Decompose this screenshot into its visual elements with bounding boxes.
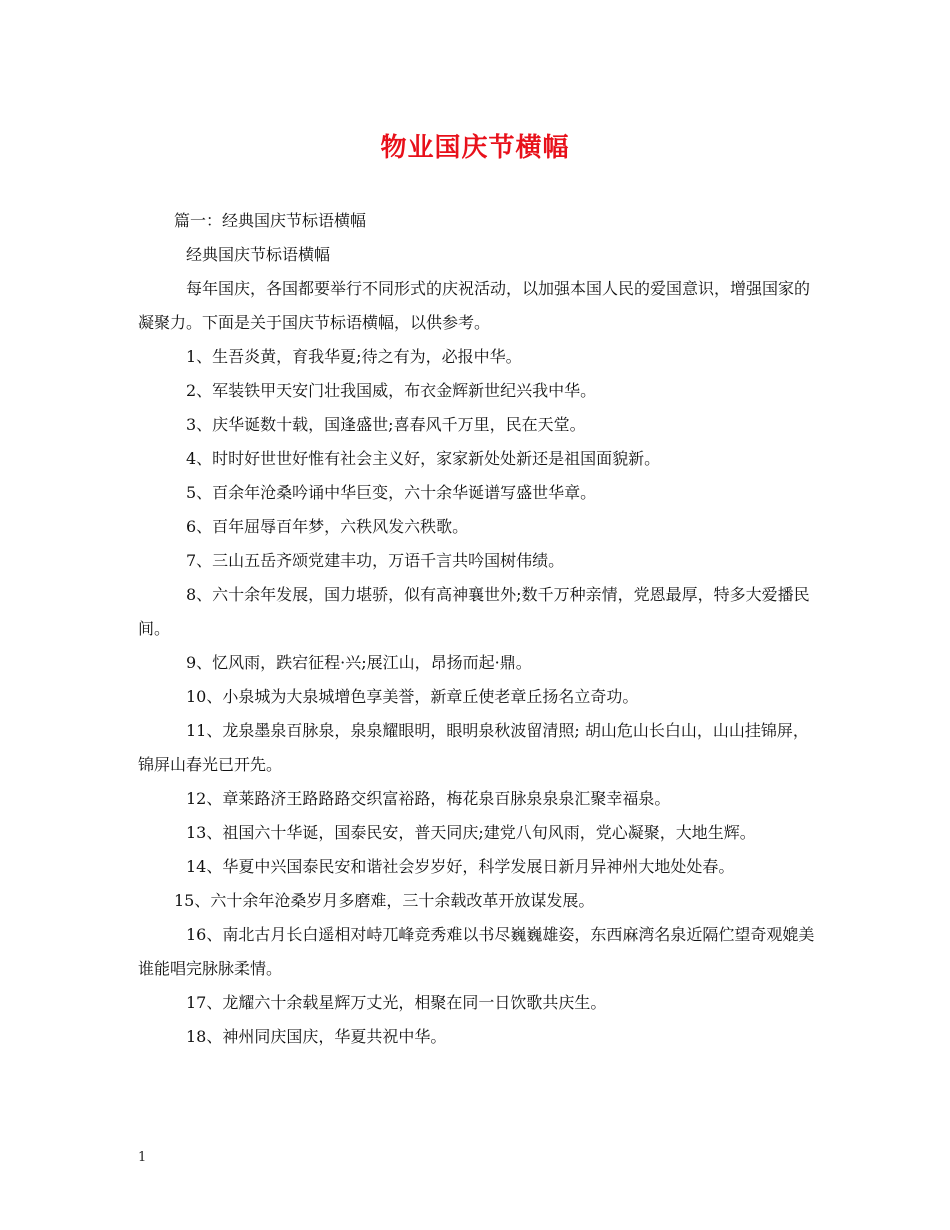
list-item: 17、龙耀六十余载星辉万丈光，相聚在同一日饮歌共庆生。 xyxy=(186,993,607,1012)
list-item: 18、神州同庆国庆，华夏共祝中华。 xyxy=(186,1027,447,1046)
list-item: 1、生吾炎黄，育我华夏;待之有为，必报中华。 xyxy=(186,347,522,366)
subheading: 经典国庆节标语横幅 xyxy=(186,245,331,264)
list-item: 9、忆风雨，跌宕征程·兴;展江山，昂扬而起·鼎。 xyxy=(186,653,532,672)
list-item: 11、龙泉墨泉百脉泉，泉泉耀眼明，眼明泉秋波留清照; 胡山危山长白山，山山挂锦屏，锦屏山春光已开先。 xyxy=(138,721,809,774)
list-item: 4、时时好世世好惟有社会主义好，家家新处处新还是祖国面貌新。 xyxy=(186,449,661,468)
document-body xyxy=(138,204,818,1054)
intro-paragraph: 每年国庆，各国都要举行不同形式的庆祝活动，以加强本国人民的爱国意识，增强国家的凝聚力。下面是关于国庆节标语横幅，以供参考。 xyxy=(138,279,811,332)
list-item: 14、华夏中兴国泰民安和谐社会岁岁好，科学发展日新月异神州大地处处春。 xyxy=(186,857,735,876)
list-item: 2、军装铁甲天安门壮我国威，布衣金辉新世纪兴我中华。 xyxy=(186,381,597,400)
section-heading: 篇一：经典国庆节标语横幅 xyxy=(174,211,367,230)
list-item: 10、小泉城为大泉城增色享美誉，新章丘使老章丘扬名立奇功。 xyxy=(186,687,639,706)
list-item: 5、百余年沧桑吟诵中华巨变，六十余华诞谱写盛世华章。 xyxy=(186,483,597,502)
list-item: 8、六十余年发展，国力堪骄，似有高神襄世外;数千万种亲情，党恩最厚，特多大爱播民间。 xyxy=(138,585,810,638)
list-item: 16、南北古月长白遥相对峙兀峰竞秀难以书尽巍巍雄姿，东西麻湾名泉近隔伫望奇观媲美谁能唱完脉脉柔情。 xyxy=(138,925,815,978)
page-number: 1 xyxy=(138,1150,147,1165)
list-item: 7、三山五岳齐颂党建丰功，万语千言共吟国树伟绩。 xyxy=(186,551,565,570)
list-item: 6、百年屈辱百年梦，六秩风发六秩歌。 xyxy=(186,517,469,536)
list-item: 3、庆华诞数十载，国逢盛世;喜春风千万里，民在天堂。 xyxy=(186,415,586,434)
list-item: 15、六十余年沧桑岁月多磨难，三十余载改革开放谋发展。 xyxy=(174,891,595,910)
list-item: 13、祖国六十华诞，国泰民安，普天同庆;建党八旬风雨，党心凝聚，大地生辉。 xyxy=(186,823,756,842)
document-title: 物业国庆节横幅 xyxy=(380,133,570,163)
list-item: 12、章莱路济王路路路交织富裕路，梅花泉百脉泉泉泉汇聚幸福泉。 xyxy=(186,789,671,808)
